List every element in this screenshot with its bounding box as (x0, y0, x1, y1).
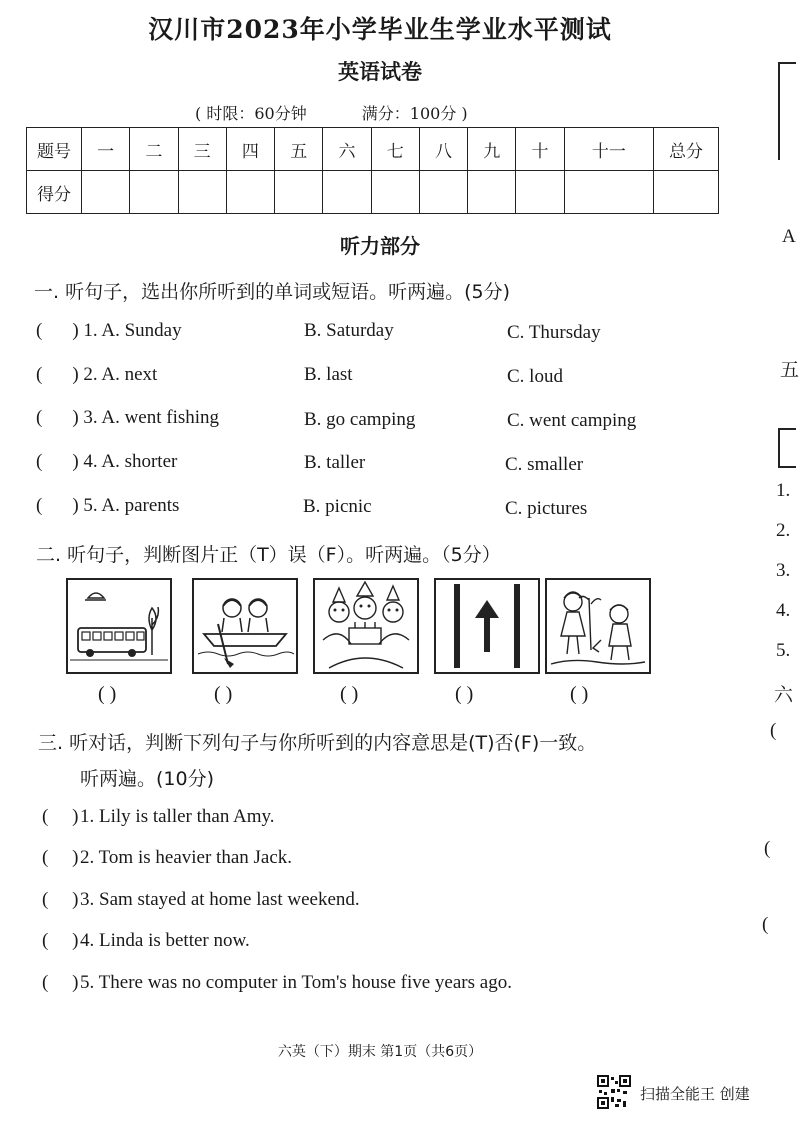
picture-answer-paren[interactable]: ( ) (340, 683, 359, 705)
qr-code-icon (597, 1075, 631, 1109)
score-cell: 七 (371, 128, 419, 171)
option-c: C. went camping (507, 410, 637, 431)
edge-mark: 五 (780, 360, 799, 381)
option-a: 3. A. went fishing (83, 407, 220, 428)
edge-mark: 六 (774, 685, 794, 706)
score-input-cell[interactable] (226, 171, 274, 214)
score-input-cell[interactable] (82, 171, 130, 214)
option-a: 2. A. next (83, 364, 158, 385)
edge-mark: ( (762, 914, 769, 935)
score-label-cell: 得分 (27, 171, 82, 214)
list-item: ( )4. Linda is better now. (42, 930, 250, 951)
list-item (36, 451, 177, 473)
list-item: ( )3. Sam stayed at home last weekend. (42, 889, 360, 910)
adjacent-page-box-edge (778, 428, 796, 468)
option-a: 4. A. shorter (83, 451, 178, 472)
score-input-cell[interactable] (654, 171, 719, 214)
edge-mark: ( (764, 838, 771, 859)
picture-answer-paren[interactable]: ( ) (570, 683, 589, 705)
score-input-cell[interactable] (178, 171, 226, 214)
arrow-picture (434, 578, 540, 674)
answer-paren[interactable]: ( ) (42, 930, 79, 951)
list-item (36, 320, 182, 342)
adjacent-page-table-edge (778, 62, 796, 160)
exam-time-info (195, 101, 518, 124)
score-table-score-row (27, 171, 719, 214)
page-footer: 六英（下）期末 第1页（共6页） (277, 1044, 483, 1060)
list-item: ( )2. Tom is heavier than Jack. (42, 847, 293, 868)
edge-mark: 1. (776, 480, 791, 501)
option-b: B. taller (304, 452, 366, 473)
option-b: B. last (304, 364, 353, 385)
part3-title-line2: 听两遍。(10分) (80, 768, 215, 790)
exam-title: 汉川市2023年小学毕业生学业水平测试 (148, 15, 612, 44)
edge-mark: A (782, 226, 796, 247)
answer-paren[interactable]: ( ) (36, 364, 79, 385)
option-a: 5. A. parents (83, 495, 180, 516)
picture-answer-paren[interactable]: ( ) (455, 683, 474, 705)
option-b: B. Saturday (304, 320, 394, 341)
edge-mark: 4. (776, 600, 791, 621)
part3-title: 三. 听对话，判断下列句子与你所听到的内容意思是(T)否(F)一致。 (38, 732, 597, 754)
bus-picture (66, 578, 172, 674)
boat-picture (192, 578, 298, 674)
option-b: B. picnic (303, 496, 372, 517)
score-cell: 八 (419, 128, 467, 171)
score-input-cell[interactable] (419, 171, 467, 214)
score-input-cell[interactable] (516, 171, 564, 214)
answer-paren[interactable]: ( ) (42, 847, 79, 868)
part2-title: 二. 听句子，判断图片正（T）误（F）。听两遍。（5分） (36, 544, 501, 566)
time-limit: ( 时限：60分钟 (195, 104, 307, 123)
score-cell: 十一 (564, 128, 653, 171)
list-item (36, 364, 157, 386)
score-input-cell[interactable] (564, 171, 653, 214)
answer-paren[interactable]: ( ) (36, 407, 79, 428)
list-item: ( )5. There was no computer in Tom's house five years ago. (42, 972, 512, 993)
score-cell: 三 (178, 128, 226, 171)
score-input-cell[interactable] (468, 171, 516, 214)
score-input-cell[interactable] (371, 171, 419, 214)
option-a: 1. A. Sunday (83, 320, 182, 341)
option-c: C. pictures (505, 498, 588, 519)
score-cell: 六 (323, 128, 371, 171)
answer-paren[interactable]: ( ) (36, 320, 79, 341)
score-cell: 总分 (654, 128, 719, 171)
score-input-cell[interactable] (275, 171, 323, 214)
score-table-header-row (27, 128, 719, 171)
score-cell: 四 (226, 128, 274, 171)
exam-subtitle: 英语试卷 (338, 59, 422, 84)
picture-answer-paren[interactable]: ( ) (214, 683, 233, 705)
edge-mark: ( (770, 720, 777, 741)
edge-mark: 2. (776, 520, 791, 541)
listening-section-heading: 听力部分 (340, 234, 420, 258)
full-score: 满分：100分 ) (361, 104, 468, 123)
option-c: C. loud (507, 366, 563, 387)
answer-paren[interactable]: ( ) (42, 972, 79, 993)
score-cell: 一 (82, 128, 130, 171)
answer-paren[interactable]: ( ) (42, 806, 79, 827)
score-cell: 题号 (27, 128, 82, 171)
score-table (26, 127, 719, 214)
part1-title: 一. 听句子，选出你所听到的单词或短语。听两遍。(5分) (34, 281, 510, 303)
option-c: C. Thursday (507, 322, 601, 343)
answer-paren[interactable]: ( ) (36, 451, 79, 472)
score-cell: 二 (130, 128, 178, 171)
party-picture (313, 578, 419, 674)
edge-mark: 3. (776, 560, 791, 581)
list-item: ( )1. Lily is taller than Amy. (42, 806, 275, 827)
list-item (36, 495, 179, 517)
score-cell: 九 (468, 128, 516, 171)
score-cell: 十 (516, 128, 564, 171)
planting-picture (545, 578, 651, 674)
answer-paren[interactable]: ( ) (42, 889, 79, 910)
list-item (36, 407, 219, 429)
edge-mark: 5. (776, 640, 791, 661)
score-cell: 五 (275, 128, 323, 171)
answer-paren[interactable]: ( ) (36, 495, 79, 516)
option-c: C. smaller (505, 454, 584, 475)
score-input-cell[interactable] (323, 171, 371, 214)
option-b: B. go camping (304, 409, 416, 430)
scanner-watermark: 扫描全能王 创建 (640, 1085, 750, 1103)
picture-answer-paren[interactable]: ( ) (98, 683, 117, 705)
score-input-cell[interactable] (130, 171, 178, 214)
